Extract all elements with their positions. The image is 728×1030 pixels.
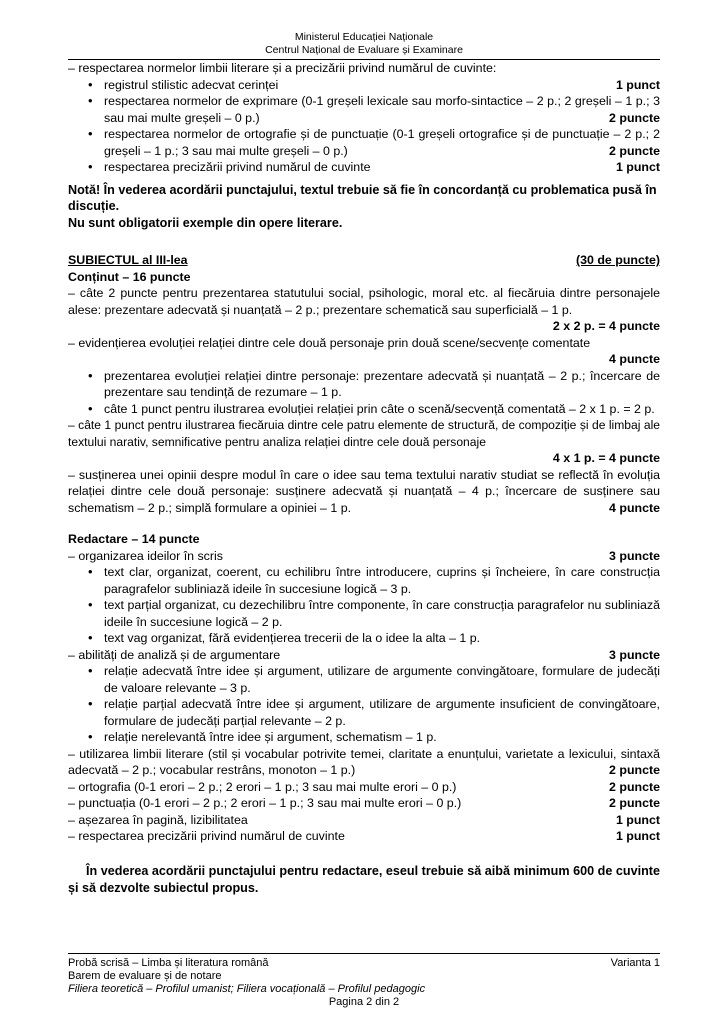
- criterion-text: – respectarea precizării privind numărul de cuvinte: [68, 829, 345, 843]
- bullet-item: • câte 1 punct pentru ilustrarea evoluției relației prin câte o scenă/secvență comentată – 2 x 1 p. = 2 p.: [68, 401, 660, 418]
- subject-points: (30 de puncte): [576, 253, 660, 267]
- criterion-text: – abilități de analiză și de argumentare: [68, 647, 281, 662]
- points-label: 4 puncte: [609, 352, 660, 366]
- header-center: Centrul Național de Evaluare și Examinare: [265, 44, 463, 56]
- criterion-row: [68, 795, 660, 812]
- criterion-row: [68, 779, 660, 796]
- criterion-text: – evidențierea evoluției relației dintre cele două personaje prin două scene/secvențe comentate: [68, 335, 591, 350]
- bullet-text: • respectarea precizării privind numărul de cuvinte: [104, 160, 371, 174]
- intro-line: – respectarea normelor limbii literare și a precizării privind numărul de cuvinte:: [68, 61, 497, 75]
- criterion-text: – punctuația (0-1 erori – 2 p.; 2 erori – 1 p.; 3 sau mai multe erori – 0 p.): [68, 796, 462, 810]
- points-label: 2 puncte: [609, 763, 660, 777]
- points-label: 1 punct: [615, 77, 660, 92]
- points-label: 1 punct: [615, 812, 660, 827]
- criterion-row: [68, 828, 660, 845]
- criterion-row: [68, 647, 660, 664]
- bullet-item: [68, 159, 660, 176]
- footer-barem: Barem de evaluare și de notare: [68, 970, 222, 982]
- criterion-row: [68, 548, 660, 565]
- note-text: Notă! În vederea acordării punctajului, textul trebuie să fie în concordanță cu problematica pusă în discuție.: [68, 182, 657, 213]
- criterion-text: – câte 2 puncte pentru prezentarea statutului social, psihologic, moral etc. al fiecăruia dintre personajele alese: prezentare adecvată și nuanțată – 2 p.; prezentare schematică sau superficială – 1 p.: [68, 286, 660, 317]
- points-label: 2 puncte: [609, 143, 660, 158]
- page-footer: [68, 953, 660, 1009]
- bullet-item: • text clar, organizat, coerent, cu echilibru între introducere, cuprins și încheiere, în care construcția paragrafelor subliniază ideile în succesiune logică – 3 p.: [68, 564, 660, 597]
- points-label: 1 punct: [615, 160, 660, 174]
- criterion-row: [68, 812, 660, 829]
- points-label: 4 puncte: [609, 500, 660, 515]
- criterion-text: – așezarea în pagină, lizibilitatea: [68, 812, 248, 827]
- subject-title: SUBIECTUL al III-lea: [68, 253, 188, 267]
- bullet-item: • relație nerelevantă între idee și argument, schematism – 1 p.: [68, 729, 660, 746]
- points-label: 3 puncte: [609, 548, 660, 563]
- points-label: 2 x 2 p. = 4 puncte: [552, 319, 660, 333]
- note-text: Nu sunt obligatorii exemple din opere literare.: [68, 215, 343, 230]
- criterion-text: – ortografia (0-1 erori – 2 p.; 2 erori – 1 p.; 3 sau mai multe erori – 0 p.): [68, 779, 457, 794]
- bullet-item: • text vag organizat, fără evidențierea trecerii de la o idee la alta – 1 p.: [68, 630, 660, 647]
- bullet-item: • respectarea normelor de exprimare (0-1 greșeli lexicale sau morfo-sintactice – 2 p.; 2 greșeli – 1 p.; 3 sau mai multe greșeli – 0 p.): [68, 93, 660, 126]
- content-heading: Conținut – 16 puncte: [68, 269, 191, 284]
- bullet-item: • relație adecvată între idee și argument, utilizare de argumente convingătoare, formulare de judecăți de valoare relevante – 3 p.: [68, 663, 660, 696]
- redactare-heading: Redactare – 14 puncte: [68, 532, 200, 546]
- footer-exam: Probă scrisă – Limba și literatura română: [68, 957, 269, 969]
- footer-variant: Varianta 1: [610, 957, 660, 969]
- document-page: [68, 0, 660, 1030]
- criterion-text: – organizarea ideilor în scris: [68, 548, 223, 563]
- bullet-item: • text parțial organizat, cu dezechilibru între componente, în care construcția paragrafelor nu subliniază ideile în succesiune logică – 2 p.: [68, 597, 660, 630]
- header-ministry: Ministerul Educației Naționale: [294, 31, 434, 43]
- final-note: În vederea acordării punctajului pentru redactare, eseul trebuie să aibă minimum 600 de cuvinte și să dezvolte subiectul propus.: [68, 863, 660, 895]
- footer-profile: Filiera teoretică – Profilul umanist; Filiera vocațională – Profilul pedagogic: [68, 983, 426, 995]
- criterion-text: – utilizarea limbii literare (stil și vocabular potrivite temei, claritate a enunțului, varietate a lexicului, sintaxă adecvată – 2 p.; vocabular restrâns, monoton – 1 p.): [68, 746, 660, 777]
- bullet-text: • registrul stilistic adecvat cerinței: [104, 77, 279, 92]
- bullet-item: • respectarea normelor de ortografie și de punctuație (0-1 greșeli ortografice și de punctuație – 2 p.; 2 greșeli – 1 p.; 3 sau mai multe greșeli – 0 p.): [68, 126, 660, 159]
- bullet-item: [68, 77, 660, 94]
- points-label: 2 puncte: [609, 796, 660, 810]
- criterion-text: – câte 1 punct pentru ilustrarea fiecăruia dintre cele patru elemente de structură, de compoziție și de limbaj ale textului narativ, semnificative pentru analiza relației dintre cele două personaje: [68, 418, 660, 449]
- bullet-item: • relație parțial adecvată între idee și argument, utilizare de argumente insuficient de convingătoare, formulare de judecăți parțial relevante – 2 p.: [68, 696, 660, 729]
- page-header: [68, 0, 660, 57]
- page-number: Pagina 2 din 2: [328, 996, 400, 1008]
- points-label: 1 punct: [615, 829, 660, 843]
- points-label: 2 puncte: [609, 110, 660, 125]
- subject-heading: [68, 252, 660, 269]
- points-label: 2 puncte: [609, 779, 660, 794]
- points-label: 4 x 1 p. = 4 puncte: [552, 451, 660, 465]
- criterion-text: – susținerea unei opinii despre modul în care o idee sau tema textului narativ studiat se reflectă în evoluția relației dintre cele două personaje: susținere adecvată și nuanțată – 4 p.; încercare de susținere sau schematism – 2 p.; simplă formulare a opiniei – 1 p.: [68, 467, 660, 515]
- points-label: 3 puncte: [609, 647, 660, 662]
- bullet-item: • prezentarea evoluției relației dintre personaje: prezentare adecvată și nuanțată – 2 p.; încercare de prezentare sau tendință de rezumare – 1 p.: [68, 368, 660, 401]
